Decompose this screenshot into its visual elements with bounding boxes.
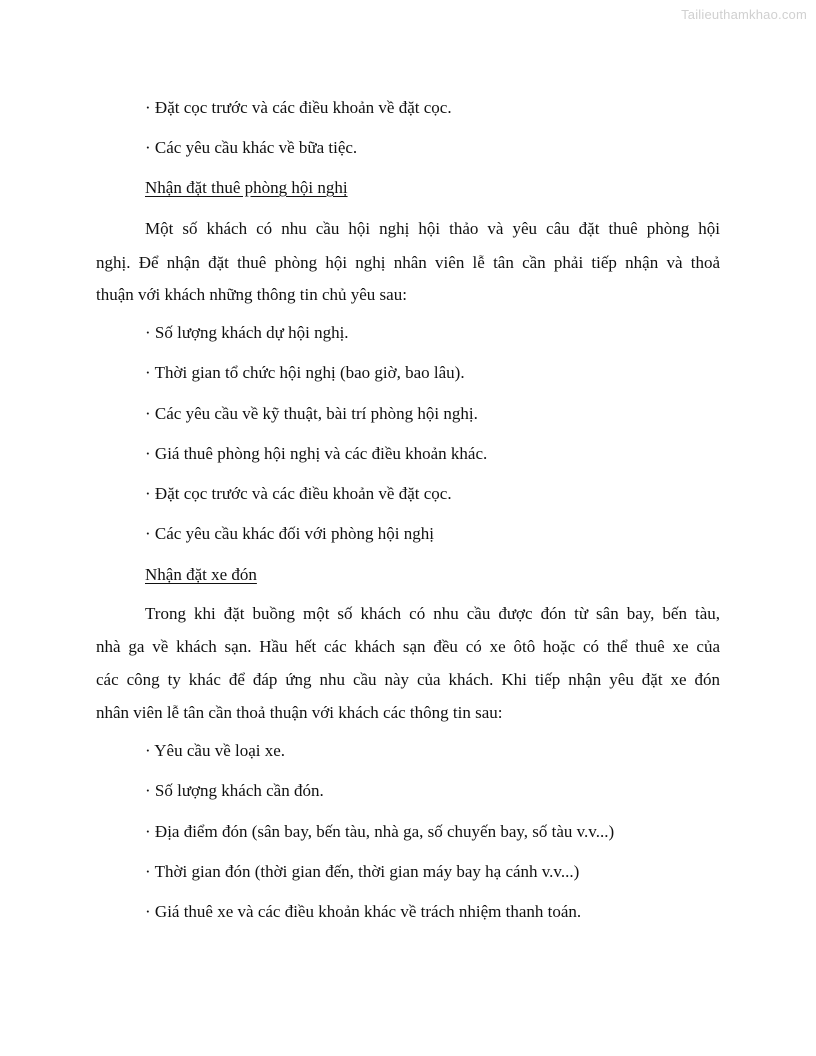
bullet-item: · Địa điểm đón (sân bay, bến tàu, nhà ga, số chuyến bay, số tàu v.v...) — [145, 822, 615, 841]
bullet-item: · Đặt cọc trước và các điều khoản về đặt cọc. — [145, 98, 452, 117]
section-heading: Nhận đặt xe đón — [145, 565, 257, 584]
bullet-item: · Các yêu cầu khác về bữa tiệc. — [145, 138, 358, 157]
bullet-item: · Giá thuê xe và các điều khoản khác về trách nhiệm thanh toán. — [145, 902, 582, 921]
paragraph-line: các công ty khác để đáp ứng nhu cầu này của khách. Khi tiếp nhận yêu đặt xe đón — [96, 670, 720, 689]
bullet-item: · Số lượng khách cần đón. — [145, 781, 324, 800]
bullet-item: · Thời gian tổ chức hội nghị (bao giờ, bao lâu). — [145, 363, 465, 382]
bullet-item: · Đặt cọc trước và các điều khoản về đặt cọc. — [145, 484, 452, 503]
paragraph-line: nhân viên lễ tân cần thoả thuận với khách các thông tin sau: — [96, 703, 503, 722]
paragraph-line: nhà ga về khách sạn. Hầu hết các khách sạn đều có xe ôtô hoặc có thể thuê xe của — [96, 637, 720, 656]
paragraph-line: Trong khi đặt buồng một số khách có nhu cầu được đón từ sân bay, bến tàu, — [145, 604, 720, 623]
bullet-item: · Các yêu cầu về kỹ thuật, bài trí phòng hội nghị. — [145, 404, 478, 423]
bullet-item: · Giá thuê phòng hội nghị và các điều khoản khác. — [145, 444, 488, 463]
section-heading: Nhận đặt thuê phòng hội nghị — [145, 178, 348, 197]
bullet-item: · Các yêu cầu khác đối với phòng hội nghị — [145, 524, 434, 543]
bullet-item: · Số lượng khách dự hội nghị. — [145, 323, 349, 342]
paragraph-line: Một số khách có nhu cầu hội nghị hội thảo và yêu câu đặt thuê phòng hội — [145, 219, 720, 238]
bullet-item: · Thời gian đón (thời gian đến, thời gian máy bay hạ cánh v.v...) — [145, 862, 580, 881]
paragraph-line: thuận với khách những thông tin chủ yêu sau: — [96, 285, 407, 304]
watermark: Tailieuthamkhao.com — [681, 7, 807, 22]
bullet-item: · Yêu cầu về loại xe. — [145, 741, 286, 760]
paragraph-line: nghị. Để nhận đặt thuê phòng hội nghị nhân viên lễ tân cần phải tiếp nhận và thoả — [96, 253, 720, 272]
